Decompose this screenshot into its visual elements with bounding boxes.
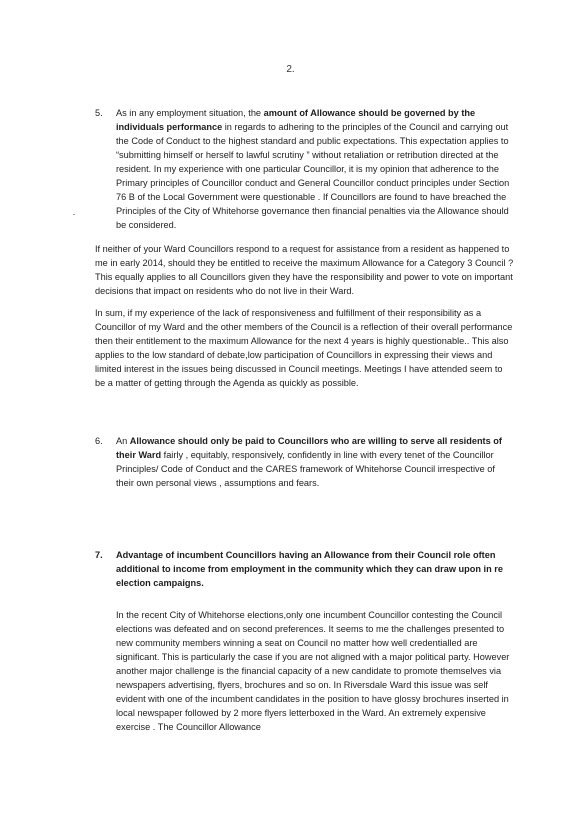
item-5-number: 5. [95, 108, 103, 118]
item-6-bold: Allowance should only be paid to Councillors who are willing to serve all residents of their Ward [116, 436, 502, 460]
item-5-text [116, 106, 512, 232]
item-6-rest: fairly , equitably, responsively, confidently in line with every tenet of the Councillor Principles/ Code of Conduct and the CARES framework of Whitehorse Council irrespective of their own personal views , assumptions and fears. [116, 450, 495, 488]
item-7-number: 7. [95, 550, 103, 560]
item-6-lead: An [116, 436, 130, 446]
item-7-body: In the recent City of Whitehorse elections,only one incumbent Councillor contesting the Council elections was defeated and on second preferences. It seems to me the challenges presented to new community members winning a seat on Council no matter how well credentialled are significant. This is particularly the case if you are not aligned with a major political party. However another major challenge is the financial capacity of a new candidate to promote themselves via newspapers advertising, flyers, brochures and so on. In Riversdale Ward this issue was self evident with one of the incumbent candidates in the position to have glossy brochures inserted in local newspaper followed by 2 more flyers letterboxed in the Ward. An extremely expensive exercise . The Councillor Allowance [116, 610, 510, 732]
page-number: 2. [286, 64, 295, 75]
item-5-bold: amount of Allowance should be governed by the individuals performance [116, 108, 476, 132]
margin-mark [73, 214, 75, 215]
item-6-text [116, 434, 512, 490]
sum-paragraph: In sum, if my experience of the lack of responsiveness and fulfillment of their responsibility as a Councillor of my Ward and the other members of the Council is a reflection of their overall performance then their entitlement to the maximum Allowance for the next 4 years is highly questionable.. This also applies to the low standard of debate,low participation of Councillors in expressing their views and limited interest in the issues being discussed in Council meetings. Meetings I have attended seem to be a matter of getting through the Agenda as quickly as possible. [95, 308, 513, 388]
item-7-heading: Advantage of incumbent Councillors having an Allowance from their Council role often additional to income from employment in the community which they can draw upon in re election campaigns. [116, 550, 503, 588]
item-5-lead: As in any employment situation, the [116, 108, 264, 118]
ward-paragraph: If neither of your Ward Councillors respond to a request for assistance from a resident as happened to me in early 2014, should they be entitled to receive the maximum Allowance for a Category 3 Council ? This equally applies to all Councillors given they have the responsibility and power to vote on important decisions that impact on residents who do not live in their Ward. [95, 244, 514, 296]
item-6-number: 6. [95, 436, 103, 446]
item-5-rest: in regards to adhering to the principles of the Council and carrying out the Code of Conduct to the highest standard and public expectations. This expectation applies to “submitting himself or herself to lawful scrutiny ” without retaliation or retribution directed at the resident. In my experience with one particular Councillor, it is my opinion that adherence to the Primary principles of Councillor conduct and General Councillor conduct principles under Section 76 B of the Local Government were questionable . If Councillors are found to have breached the Principles of the City of Whitehorse governance then financial penalties via the Allowance should be considered. [116, 122, 510, 230]
